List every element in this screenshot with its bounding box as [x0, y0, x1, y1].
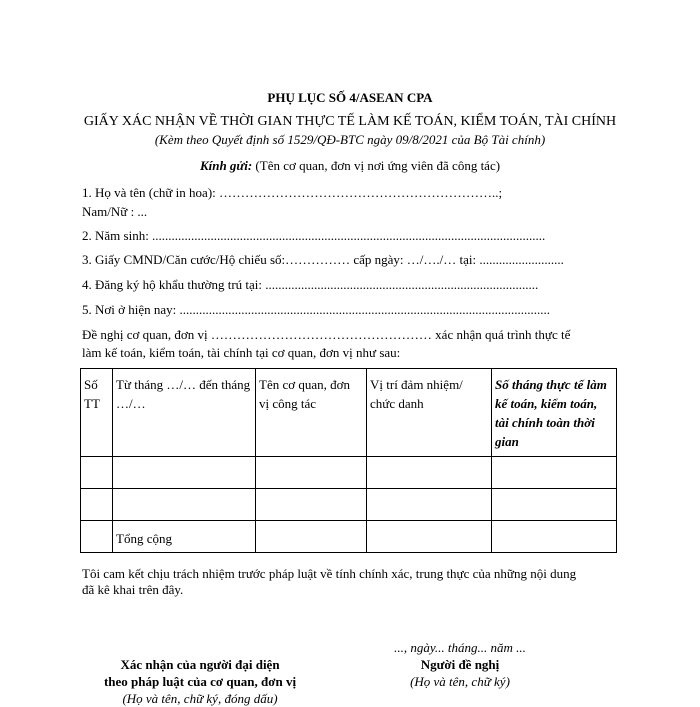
header-period: Từ tháng …/… đến tháng …/…	[113, 369, 256, 457]
table-cell[interactable]	[367, 489, 492, 521]
table-cell	[81, 521, 113, 553]
recipient-line	[0, 158, 700, 174]
table-cell[interactable]	[256, 521, 367, 553]
table-cell[interactable]	[113, 489, 256, 521]
gender-field: Nam/Nữ : ...	[82, 204, 148, 219]
table-header-row	[81, 369, 617, 457]
table-cell[interactable]	[256, 489, 367, 521]
table-cell[interactable]	[492, 521, 617, 553]
table-cell[interactable]	[256, 457, 367, 489]
commitment-line-1: Tôi cam kết chịu trách nhiệm trước pháp luật về tính chính xác, trung thực của những nội dung	[82, 566, 577, 581]
appendix-title: PHỤ LỤC SỐ 4/ASEAN CPA	[267, 90, 433, 105]
recipient-label: Kính gửi:	[199, 158, 253, 173]
table-cell[interactable]	[81, 489, 113, 521]
header-org: Tên cơ quan, đơn vị công tác	[256, 369, 367, 457]
table-cell[interactable]	[113, 457, 256, 489]
date-line: ..., ngày... tháng... năm ...	[394, 640, 526, 655]
total-label: Tổng cộng	[113, 521, 256, 553]
header-months: Số tháng thực tế làm kế toán, kiểm toán, tài chính toàn thời gian	[492, 369, 617, 457]
commitment-line-2: đã kê khai trên đây.	[82, 582, 184, 597]
attachment-note: (Kèm theo Quyết định số 1529/QĐ-BTC ngày 09/8/2021 của Bộ Tài chính)	[154, 132, 546, 147]
table-cell[interactable]	[367, 457, 492, 489]
header-position: Vị trí đảm nhiệm/ chức danh	[367, 369, 492, 457]
request-line-1: Đề nghị cơ quan, đơn vị …………………………………………… xác nhận quá trình thực tế	[82, 327, 571, 342]
table-cell[interactable]	[492, 489, 617, 521]
table-total-row	[81, 521, 617, 553]
left-signature-note: (Họ và tên, chữ ký, đóng dấu)	[122, 691, 278, 706]
left-signature-title-2: theo pháp luật của cơ quan, đơn vị	[103, 674, 297, 689]
work-history-table	[80, 368, 617, 553]
recipient-value: (Tên cơ quan, đơn vị nơi ứng viên đã công tác)	[255, 158, 501, 173]
household-field: 4. Đăng ký hộ khẩu thường trú tại: ....................................................................................	[82, 277, 539, 292]
table-cell[interactable]	[367, 521, 492, 553]
table-row	[81, 489, 617, 521]
header-no: Số TT	[81, 369, 113, 457]
residence-field: 5. Nơi ở hiện nay: ..................................................................................................................	[82, 302, 551, 317]
table-row	[81, 457, 617, 489]
table-cell[interactable]	[81, 457, 113, 489]
right-signature-title: Người đề nghị	[420, 657, 500, 672]
id-card-field: 3. Giấy CMND/Căn cước/Hộ chiếu số:…………… cấp ngày: …/…./… tại: ..........................	[82, 252, 564, 267]
left-signature-title-1: Xác nhận của người đại diện	[120, 657, 280, 672]
birth-year-field: 2. Năm sinh: .........................................................................................................................	[82, 228, 546, 243]
document-title: GIẤY XÁC NHẬN VỀ THỜI GIAN THỰC TẾ LÀM KẾ TOÁN, KIỂM TOÁN, TÀI CHÍNH	[83, 114, 617, 129]
name-field: 1. Họ và tên (chữ in hoa): ………………………………………………………..;	[82, 185, 503, 200]
right-signature-note: (Họ và tên, chữ ký)	[410, 674, 510, 689]
request-line-2: làm kế toán, kiểm toán, tài chính tại cơ quan, đơn vị như sau:	[82, 345, 401, 360]
table-cell[interactable]	[492, 457, 617, 489]
